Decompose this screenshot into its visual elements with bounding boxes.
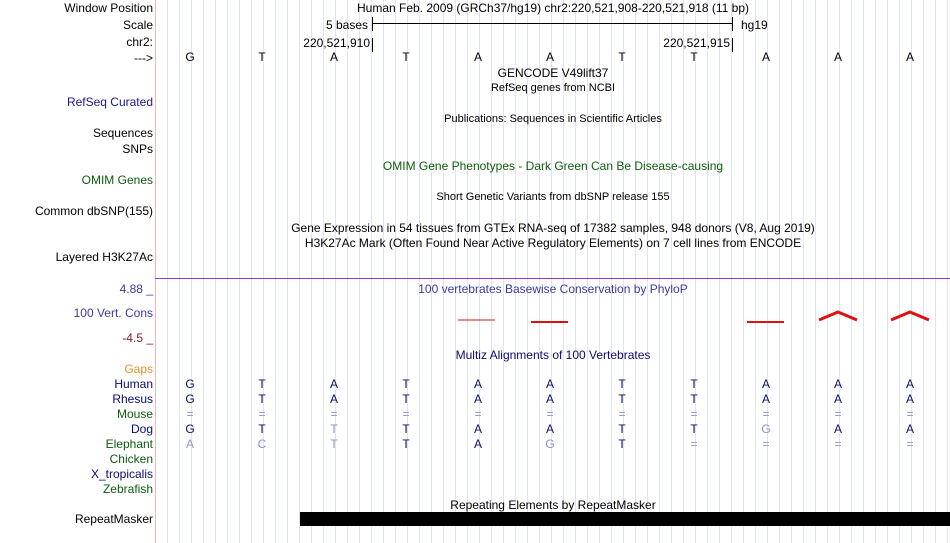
base-letter: A xyxy=(905,50,914,64)
alignment-base: T xyxy=(690,377,698,391)
alignment-base: T xyxy=(258,377,266,391)
alignment-base: T xyxy=(402,437,410,451)
base-letter: T xyxy=(618,50,626,64)
alignment-base: A xyxy=(905,422,914,436)
alignment-base: = xyxy=(546,407,554,421)
base-letter: A xyxy=(833,50,842,64)
base-letter: T xyxy=(258,50,266,64)
species-label[interactable]: Zebrafish xyxy=(102,482,153,496)
alignment-base: C xyxy=(257,437,267,451)
phylop-mark xyxy=(819,312,857,320)
sequences-label[interactable]: Sequences xyxy=(92,126,153,140)
alignment-base: T xyxy=(330,422,338,436)
alignment-base: G xyxy=(761,422,771,436)
alignment-base: A xyxy=(329,392,338,406)
base-letter: A xyxy=(761,50,770,64)
alignment-base: T xyxy=(402,377,410,391)
dbsnp-label[interactable]: Common dbSNP(155) xyxy=(34,204,153,218)
window-position-text[interactable]: Human Feb. 2009 (GRCh37/hg19) chr2:220,521,908-220,521,918 (11 bp) xyxy=(356,1,750,15)
alignment-base: = xyxy=(762,407,770,421)
alignment-base: T xyxy=(618,377,626,391)
base-letter: G xyxy=(185,50,195,64)
refseq-track-title[interactable]: RefSeq genes from NCBI xyxy=(490,82,616,94)
alignment-base: A xyxy=(905,377,914,391)
alignment-base: T xyxy=(402,392,410,406)
alignment-base: = xyxy=(906,437,914,451)
species-label[interactable]: Mouse xyxy=(116,407,153,421)
species-label[interactable]: Chicken xyxy=(109,452,153,466)
scale-label: Scale xyxy=(122,18,153,32)
alignment-base: A xyxy=(833,392,842,406)
alignment-base: T xyxy=(258,392,266,406)
alignment-base: = xyxy=(834,407,842,421)
alignment-base: = xyxy=(906,407,914,421)
gaps-label[interactable]: Gaps xyxy=(124,362,153,376)
alignment-base: G xyxy=(545,437,555,451)
window-position-label: Window Position xyxy=(64,1,153,15)
coordinate-left: 220,521,910 xyxy=(303,36,370,50)
alignment-base: A xyxy=(473,377,482,391)
alignment-base: = xyxy=(402,407,410,421)
alignment-base: T xyxy=(690,422,698,436)
alignment-base: = xyxy=(762,437,770,451)
alignment-base: A xyxy=(545,392,554,406)
base-letter: A xyxy=(473,50,482,64)
omim-label[interactable]: OMIM Genes xyxy=(81,173,153,187)
alignment-base: T xyxy=(258,422,266,436)
alignment-base: T xyxy=(618,392,626,406)
alignment-base: = xyxy=(834,437,842,451)
alignment-base: = xyxy=(474,407,482,421)
alignment-base: A xyxy=(761,392,770,406)
alignment-base: A xyxy=(545,422,554,436)
h3k27ac-label[interactable]: Layered H3K27Ac xyxy=(55,250,153,264)
snps-label[interactable]: SNPs xyxy=(122,142,153,156)
alignment-base: A xyxy=(329,377,338,391)
alignment-base: A xyxy=(473,422,482,436)
alignment-base: A xyxy=(545,377,554,391)
base-letter: A xyxy=(329,50,338,64)
assembly-text: hg19 xyxy=(741,18,768,32)
alignment-base: A xyxy=(473,437,482,451)
phylop-max-label: 4.88 _ xyxy=(119,282,153,296)
repeatmasker-label[interactable]: RepeatMasker xyxy=(74,512,153,526)
alignment-base: T xyxy=(330,437,338,451)
coordinate-right: 220,521,915 xyxy=(663,36,730,50)
gencode-track-title[interactable]: GENCODE V49lift37 xyxy=(497,66,609,80)
omim-track-title[interactable]: OMIM Gene Phenotypes - Dark Green Can Be Disease-causing xyxy=(382,159,724,173)
strand-label: ---> xyxy=(134,51,153,65)
alignment-base: T xyxy=(402,422,410,436)
alignment-base: A xyxy=(761,377,770,391)
alignment-base: = xyxy=(258,407,266,421)
species-label[interactable]: X_tropicalis xyxy=(90,467,153,481)
alignment-base: A xyxy=(833,422,842,436)
species-label[interactable]: Human xyxy=(114,377,153,391)
species-label[interactable]: Elephant xyxy=(105,437,153,451)
repeat-element-bar[interactable] xyxy=(300,512,950,526)
alignment-base: T xyxy=(618,437,626,451)
base-letter: T xyxy=(402,50,410,64)
refseq-label[interactable]: RefSeq Curated xyxy=(66,95,153,109)
alignment-base: T xyxy=(618,422,626,436)
publications-track-title[interactable]: Publications: Sequences in Scientific Articles xyxy=(444,113,662,125)
alignment-base: = xyxy=(330,407,338,421)
alignment-base: = xyxy=(186,407,194,421)
species-label[interactable]: Rhesus xyxy=(112,392,153,406)
phylop-mark xyxy=(891,312,929,320)
phylop-label[interactable]: 100 Vert. Cons xyxy=(73,306,153,320)
scale-text: 5 bases xyxy=(325,18,368,32)
alignment-base: = xyxy=(690,437,698,451)
alignment-base: A xyxy=(905,392,914,406)
phylop-min-label: -4.5 _ xyxy=(122,331,153,345)
gtex-track-title[interactable]: Gene Expression in 54 tissues from GTEx RNA-seq of 17382 samples, 948 donors (V8, Aug 2019) xyxy=(291,221,815,235)
alignment-base: A xyxy=(185,437,194,451)
alignment-base: = xyxy=(690,407,698,421)
alignment-base: T xyxy=(690,392,698,406)
base-letter: T xyxy=(690,50,698,64)
base-letter: A xyxy=(545,50,554,64)
alignment-base: G xyxy=(185,422,195,436)
multiz-track-title[interactable]: Multiz Alignments of 100 Vertebrates xyxy=(455,348,651,362)
repeatmasker-track-title[interactable]: Repeating Elements by RepeatMasker xyxy=(450,498,656,512)
phylop-track-title[interactable]: 100 vertebrates Basewise Conservation by PhyloP xyxy=(418,282,688,296)
alignment-base: A xyxy=(473,392,482,406)
alignment-base: G xyxy=(185,377,195,391)
alignment-base: = xyxy=(618,407,626,421)
alignment-base: G xyxy=(185,392,195,406)
dbsnp-track-title[interactable]: Short Genetic Variants from dbSNP release 155 xyxy=(436,191,670,203)
alignment-base: A xyxy=(833,377,842,391)
species-label[interactable]: Dog xyxy=(130,422,153,436)
h3k27ac-track-title[interactable]: H3K27Ac Mark (Often Found Near Active Regulatory Elements) on 7 cell lines from ENCODE xyxy=(304,236,802,250)
chrom-label: chr2: xyxy=(126,35,153,49)
